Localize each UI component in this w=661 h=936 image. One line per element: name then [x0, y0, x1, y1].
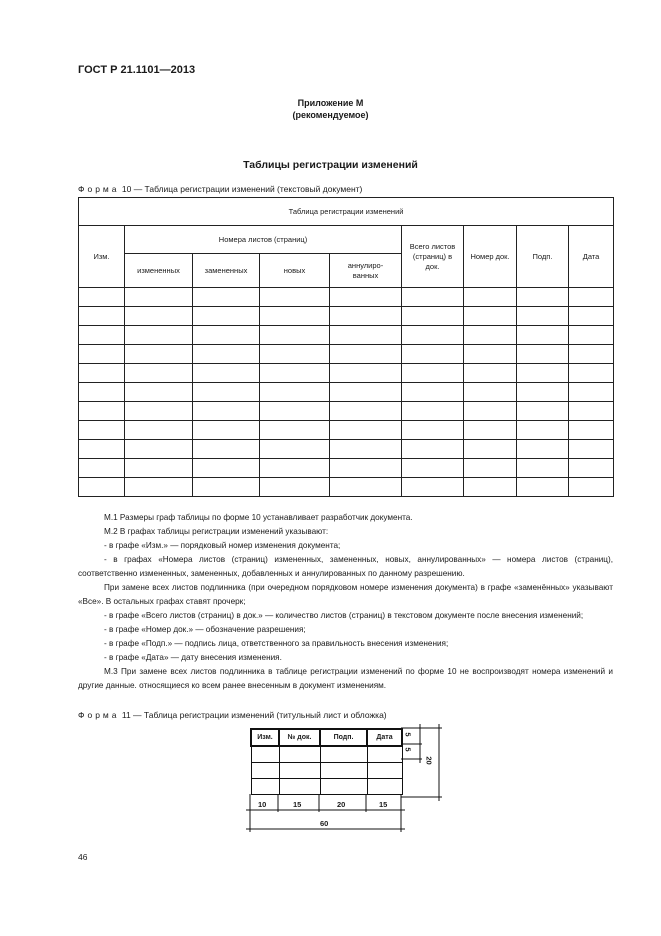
subcol-changed: измененных — [125, 254, 193, 288]
col-doc-number: Номер док. — [464, 226, 517, 288]
note-m3: М.3 При замене всех листов подлинника в таблице регистрации изменений по форме 10 не воспроизводят номера изменений и другие данные. относящиеся ко всем ранее внесенным в документ изменениям. — [78, 667, 613, 690]
appendix-title: Приложение М — [297, 98, 364, 108]
note-m1: М.1 Размеры граф таблицы по форме 10 устанавливает разработчик документа. — [104, 513, 413, 522]
dim-total-height: 20 — [424, 756, 434, 765]
col-total-sheets: Всего листов (страниц) в док. — [402, 226, 464, 288]
dim-col4: 15 — [379, 800, 388, 809]
note-bullet-sign: - в графе «Подп.» — подпись лица, ответственного за правильность внесения изменения; — [104, 639, 449, 648]
document-header: ГОСТ Р 21.1101—2013 — [78, 64, 196, 76]
f11-col-docnum: № док. — [279, 729, 320, 746]
dim-col1: 10 — [258, 800, 267, 809]
col-date: Дата — [569, 226, 614, 288]
appendix-subtitle: (рекомендуемое) — [292, 110, 369, 120]
dim-row1: 5 — [403, 732, 413, 737]
form10-caption-word: Форма — [78, 184, 120, 194]
form10-caption-text: 10 — Таблица регистрации изменений (текстовый документ) — [121, 184, 363, 194]
col-sheets-group: Номера листов (страниц) — [125, 226, 402, 254]
note-bullet-izm: - в графе «Изм.» — порядковый номер изменения документа; — [104, 541, 341, 550]
col-signature: Подп. — [517, 226, 569, 288]
subcol-new: новых — [260, 254, 330, 288]
dim-row2: 5 — [403, 747, 413, 752]
subcol-cancelled: аннулиро-ванных — [330, 254, 402, 288]
f11-col-sign: Подп. — [320, 729, 367, 746]
form11-caption-text: 11 — Таблица регистрации изменений (титульный лист и обложка) — [121, 710, 387, 720]
section-title: Таблицы регистрации изменений — [243, 159, 418, 171]
col-izm: Изм. — [79, 226, 125, 288]
note-m2: М.2 В графах таблицы регистрации изменений указывают: — [104, 527, 329, 536]
note-bullet-sheets: - в графах «Номера листов (страниц) измененных, замененных, новых, аннулированных» — номера листов (страниц), соответственно измененных, замененных, добавленных и аннулированных по данному разрешению. — [78, 555, 613, 578]
note-bullet-date: - в графе «Дата» — дату внесения изменения. — [104, 653, 282, 662]
dim-col2: 15 — [293, 800, 302, 809]
table-title: Таблица регистрации изменений — [79, 198, 614, 226]
f11-col-date: Дата — [367, 729, 402, 746]
f11-col-izm: Изм. — [251, 729, 279, 746]
page-number: 46 — [78, 852, 88, 862]
note-bullet-total: - в графе «Всего листов (страниц) в док.» — количество листов (страниц) в текстовом документе после внесения изменений; — [104, 611, 584, 620]
dim-col3: 20 — [337, 800, 346, 809]
note-bullet-docnum: - в графе «Номер док.» — обозначение разрешения; — [104, 625, 306, 634]
subcol-replaced: замененных — [193, 254, 260, 288]
form11-caption-word: Форма — [78, 710, 120, 720]
dim-total-width: 60 — [320, 819, 329, 828]
note-replace-all: При замене всех листов подлинника (при очередном порядковом номере изменения документа) в графе «заменённых» указывают «Все». В остальных графах ставят прочерк; — [78, 583, 613, 606]
